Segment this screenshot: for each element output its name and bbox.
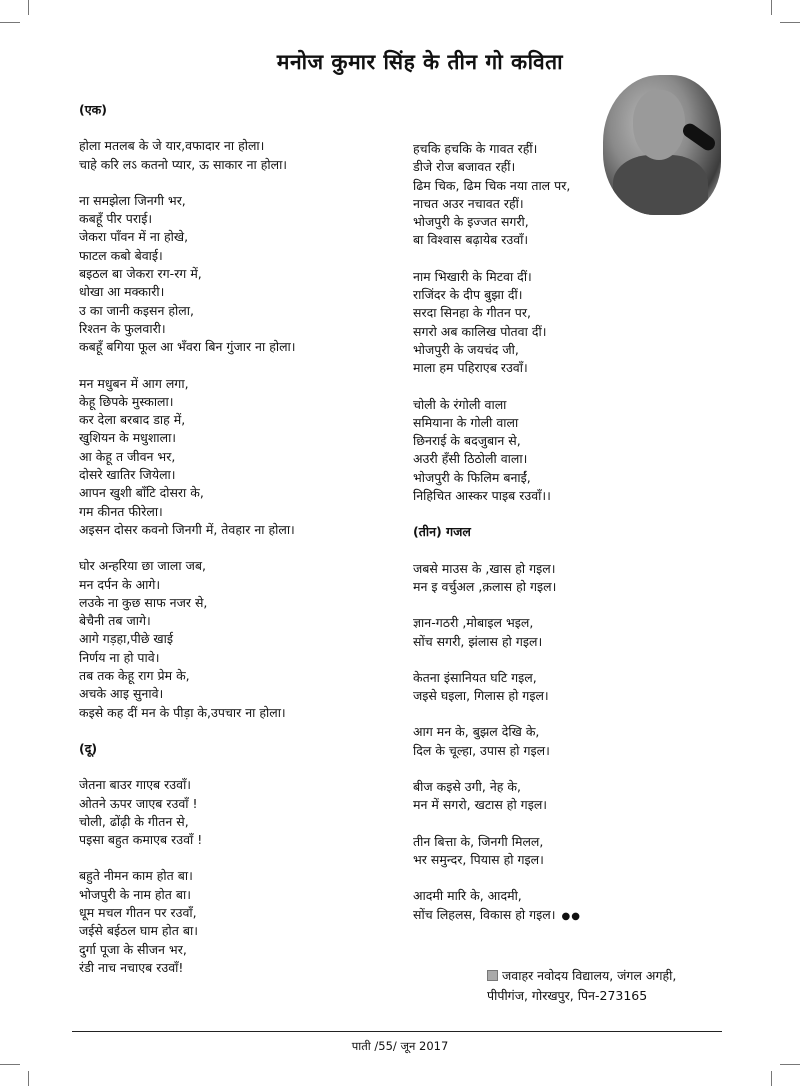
- poem-line-text: होला मतलब के जे यार,वफादार ना होला।: [79, 138, 265, 154]
- stanza-gap: [413, 250, 613, 268]
- poem-line-text: कबहूँ बगिया फूल आ भँवरा बिन गुंजार ना होला।: [79, 339, 296, 355]
- poem-line-text: मन मधुबन में आग लगा,: [79, 375, 189, 391]
- poem-line: [79, 959, 409, 977]
- stanza-gap: [79, 357, 409, 375]
- poem-line: [79, 667, 409, 685]
- poem-line: [413, 213, 613, 231]
- address-line-1: जवाहर नवोदय विद्यालय, जंगल अगही,: [502, 968, 677, 983]
- stanza-gap: [79, 722, 409, 740]
- stanza-gap: [413, 869, 613, 887]
- stanza-gap: [79, 174, 409, 192]
- poem-line: [413, 469, 613, 487]
- poem-line: [79, 503, 409, 521]
- poem-line: [79, 649, 409, 667]
- author-photo-body: [613, 155, 708, 215]
- poem-line-text: रंडी नाच नचाएब रउवाँ!: [79, 959, 184, 975]
- poem-line: [79, 521, 409, 539]
- poem-line-text: माला हम पहिराएब रउवाँ।: [413, 360, 528, 376]
- poem-line: [413, 906, 613, 926]
- poem-line-text: कबहूँ पीर पराई।: [79, 211, 153, 227]
- poem-line-text: पइसा बहुत कमाएब रउवाँ !: [79, 832, 203, 848]
- poem-line-text: बइठल बा जेकरा रग-रग में,: [79, 266, 202, 282]
- poem-line-text: बहुते नीमन काम होत बा।: [79, 868, 193, 884]
- poem-line: [79, 813, 409, 831]
- stanza-gap: [413, 378, 613, 396]
- poem-line-text: सोंच सगरी, झंलास हो गइल।: [413, 633, 543, 649]
- poem-line: [79, 210, 409, 228]
- poem-line-text: अउरी हँसी ठिठोली वाला।: [413, 451, 528, 467]
- poem-line-text: घोर अन्हरिया छा जाला जब,: [79, 558, 207, 574]
- stanza-gap: [413, 651, 613, 669]
- poem-right-column: [413, 140, 613, 926]
- poem-line-text: बेचैनी तब जागे।: [79, 613, 151, 629]
- poem-line-text: अचके आइ सुनावे।: [79, 686, 164, 702]
- poem-line: [79, 411, 409, 429]
- poem-line-text: चोली के रंगोली वाला: [413, 396, 507, 412]
- poem-line-text: ढिम चिक, ढिम चिक नया ताल पर,: [413, 177, 571, 193]
- poem-line: [413, 742, 613, 760]
- poem-line-text: समियाना के गोली वाला: [413, 414, 519, 430]
- stanza-gap: [79, 758, 409, 776]
- crop-mark: [771, 0, 772, 15]
- poem-line-text: फाटल कबो बेवाई।: [79, 247, 163, 263]
- poem-line: [79, 941, 409, 959]
- poem-line: [79, 137, 409, 155]
- poem-line-text: ओतने ऊपर जाएब रउवाँ !: [79, 795, 198, 811]
- author-address: [487, 966, 676, 1006]
- poem-line: [79, 922, 409, 940]
- poem-line: [79, 375, 409, 393]
- poem-line-text: चाहे करि लऽ कतनो प्यार, ऊ साकार ना होला।: [79, 156, 288, 172]
- poem-line: [413, 614, 613, 632]
- poem-line-text: मन इ वर्चुअल ,क़लास हो गइल।: [413, 578, 557, 594]
- poem-line-text: आगे गड़हा,पीछे खाई: [79, 631, 174, 647]
- poem-line: [79, 338, 409, 356]
- poem-line: [79, 594, 409, 612]
- poem-line-text: मन में सगरो, खटास हो गइल।: [413, 797, 548, 813]
- poem-line-text: अइसन दोसर कवनो जिनगी में, तेवहार ना होला।: [79, 521, 295, 537]
- crop-mark: [0, 22, 20, 23]
- poem-line-text: बा विश्वास बढ़ायेब रउवाँ।: [413, 232, 529, 248]
- poem-line-text: ना समझेला जिनगी भर,: [79, 192, 186, 208]
- poem-line-text: लउके ना कुछ साफ नजर से,: [79, 594, 208, 610]
- poem-line: [79, 612, 409, 630]
- poem-line-text: केतना इंसानियत घटि गइल,: [413, 669, 537, 685]
- poem-line: [79, 867, 409, 885]
- poem-line-text: ज्ञान-गठरी ,मोबाइल भइल,: [413, 615, 534, 631]
- address-line-2: पीपीगंज, गोरखपुर, पिन-273165: [487, 988, 648, 1003]
- poem-line: [79, 704, 409, 722]
- poem-line: [79, 886, 409, 904]
- poem-line-text: निहिचित आस्कर पाइब रउवाँ।।: [413, 488, 551, 504]
- poem-line: [413, 140, 613, 158]
- poem-line: [413, 432, 613, 450]
- poem-line: [79, 247, 409, 265]
- poem-line-text: रिश्तन के फुलवारी।: [79, 320, 166, 336]
- crop-mark: [780, 22, 800, 23]
- poem-line: [413, 450, 613, 468]
- poem-line: [79, 557, 409, 575]
- poem-line-text: कर देला बरबाद डाह में,: [79, 412, 186, 428]
- poem-line-text: डीजे रोज बजावत रहीं।: [413, 159, 516, 175]
- poem-line-text: तीन बित्ता के, जिनगी मिलल,: [413, 833, 544, 849]
- poem-line-text: जेतना बाउर गाएब रउवाँ।: [79, 777, 192, 793]
- section-heading: [79, 740, 409, 758]
- poem-line-text: नाम भिखारी के मिटवा दीं।: [413, 268, 532, 284]
- stanza-gap: [413, 596, 613, 614]
- poem-line: [413, 396, 613, 414]
- crop-mark: [0, 1064, 20, 1065]
- poem-line: [79, 630, 409, 648]
- poem-line: [413, 578, 613, 596]
- square-bullet-icon: [487, 970, 498, 981]
- poem-line: [79, 156, 409, 174]
- poem-line: [79, 831, 409, 849]
- poem-line: [413, 359, 613, 377]
- poem-line: [413, 633, 613, 651]
- crop-mark: [28, 1071, 29, 1086]
- poem-line-text: तब तक केहू राग प्रेम के,: [79, 668, 190, 684]
- poem-line: [413, 286, 613, 304]
- poem-line: [413, 887, 613, 905]
- poem-line: [79, 320, 409, 338]
- poem-line-text: निर्णय ना हो पावे।: [79, 649, 160, 665]
- poem-line: [79, 302, 409, 320]
- poem-line-text: दुर्गा पूजा के सीजन भर,: [79, 941, 187, 957]
- poem-line: [413, 323, 613, 341]
- poem-line-text: भोजपुरी के फिलिम बनाईं,: [413, 469, 531, 485]
- poem-line-text: भर समुन्दर, पियास हो गइल।: [413, 851, 544, 867]
- poem-line: [79, 228, 409, 246]
- poem-line: [413, 231, 613, 249]
- poem-line: [413, 560, 613, 578]
- poem-line-text: दिल के चूल्हा, उपास हो गइल।: [413, 742, 550, 758]
- poem-line: [413, 778, 613, 796]
- poem-line: [413, 723, 613, 741]
- stanza-gap: [413, 815, 613, 833]
- poem-line-text: भोजपुरी के नाम होत बा।: [79, 886, 192, 902]
- poem-line-text: मन दर्पन के आगे।: [79, 576, 161, 592]
- poem-line: [79, 429, 409, 447]
- stanza-gap: [413, 505, 613, 523]
- poem-line-text: राजिंदर के दीप बुझा दीं।: [413, 287, 523, 303]
- stanza-gap: [79, 849, 409, 867]
- poem-line: [79, 576, 409, 594]
- end-dots-icon: ●●: [561, 910, 581, 922]
- author-photo: [603, 75, 721, 215]
- poem-line-text: (तीन) गजल: [413, 524, 471, 540]
- poem-line-text: नाचत अउर नचावत रहीं।: [413, 195, 524, 211]
- poem-line-text: आ केहू त जीवन भर,: [79, 448, 176, 464]
- poem-line-text: सोंच लिहलस, विकास हो गइल।: [413, 906, 556, 922]
- poem-line: [79, 795, 409, 813]
- poem-line: [413, 158, 613, 176]
- poem-line-text: आदमी मारि के, आदमी,: [413, 888, 522, 904]
- poem-line-text: सरदा सिनहा के गीतन पर,: [413, 305, 531, 321]
- poem-line-text: केहू छिपके मुस्काला।: [79, 393, 174, 409]
- poem-line-text: (दू): [79, 740, 98, 756]
- poem-line-text: धूम मचल गीतन पर रउवाँ,: [79, 904, 197, 920]
- page-footer: पाती /55/ जून 2017: [351, 1039, 449, 1053]
- poem-line-text: धोखा आ मक्कारी।: [79, 284, 165, 300]
- poem-line: [79, 685, 409, 703]
- stanza-gap: [413, 705, 613, 723]
- poem-line-text: जइसे घइला, गिलास हो गइल।: [413, 688, 549, 704]
- author-photo-face: [633, 90, 685, 160]
- poem-line-text: बीज कइसे उगी, नेह के,: [413, 779, 521, 795]
- poem-line-text: (एक): [79, 102, 107, 117]
- page-title: मनोज कुमार सिंह के तीन गो कविता: [276, 50, 564, 74]
- poem-line-text: गम कीनत फीरेला।: [79, 503, 163, 519]
- poem-line-text: भोजपुरी के इज्जत सगरी,: [413, 214, 529, 230]
- poem-line-text: सगरो अब कालिख पोतवा दीं।: [413, 323, 547, 339]
- poem-line: [79, 466, 409, 484]
- poem-line: [413, 414, 613, 432]
- poem-line: [413, 341, 613, 359]
- poem-line-text: उ का जानी कइसन होला,: [79, 302, 194, 318]
- poem-line: [413, 487, 613, 505]
- microphone-icon: [680, 121, 718, 153]
- poem-line-text: जेकरा पाँवन में ना होखे,: [79, 229, 189, 245]
- stanza-gap: [79, 539, 409, 557]
- stanza-gap: [413, 760, 613, 778]
- section-heading: [413, 523, 613, 541]
- poem-line-text: छिनराई के बदजुबान से,: [413, 433, 521, 449]
- crop-mark: [771, 1071, 772, 1086]
- poem-line: [413, 669, 613, 687]
- poem-line: [413, 687, 613, 705]
- poem-line-text: हचकि हचकि के गावत रहीं।: [413, 141, 538, 156]
- poem-line-text: भोजपुरी के जयचंद जी,: [413, 341, 519, 357]
- section-heading: [79, 101, 409, 119]
- poem-line-text: आग मन के, बुझल देखि के,: [413, 724, 540, 740]
- poem-line: [79, 448, 409, 466]
- poem-line-text: दोसरे खातिर जियेला।: [79, 467, 176, 483]
- poem-line: [413, 833, 613, 851]
- poem-line-text: आपन खुशी बाँटि दोसरा के,: [79, 485, 204, 501]
- stanza-gap: [413, 542, 613, 560]
- poem-line: [413, 796, 613, 814]
- poem-line: [413, 268, 613, 286]
- poem-line: [413, 177, 613, 195]
- poem-line: [413, 195, 613, 213]
- poem-line-text: कइसे कह दीं मन के पीड़ा के,उपचार ना होला।: [79, 704, 286, 720]
- poem-line: [413, 851, 613, 869]
- crop-mark: [28, 0, 29, 15]
- poem-line-text: खुशियन के मधुशाला।: [79, 430, 177, 446]
- poem-line: [79, 283, 409, 301]
- poem-line-text: चोली, ढोंढ़ी के गीतन से,: [79, 813, 189, 829]
- footer-rule: [72, 1031, 722, 1032]
- poem-left-column: [79, 101, 409, 977]
- poem-line: [79, 904, 409, 922]
- poem-line: [79, 192, 409, 210]
- poem-line: [79, 265, 409, 283]
- crop-mark: [780, 1064, 800, 1065]
- stanza-gap: [79, 119, 409, 137]
- poem-line: [79, 393, 409, 411]
- poem-line-text: जबसे माउस के ,खास हो गइल।: [413, 560, 556, 576]
- poem-line: [413, 304, 613, 322]
- poem-line: [79, 776, 409, 794]
- poem-line: [79, 484, 409, 502]
- poem-line-text: जईसे बईठल घाम होत बा।: [79, 923, 198, 939]
